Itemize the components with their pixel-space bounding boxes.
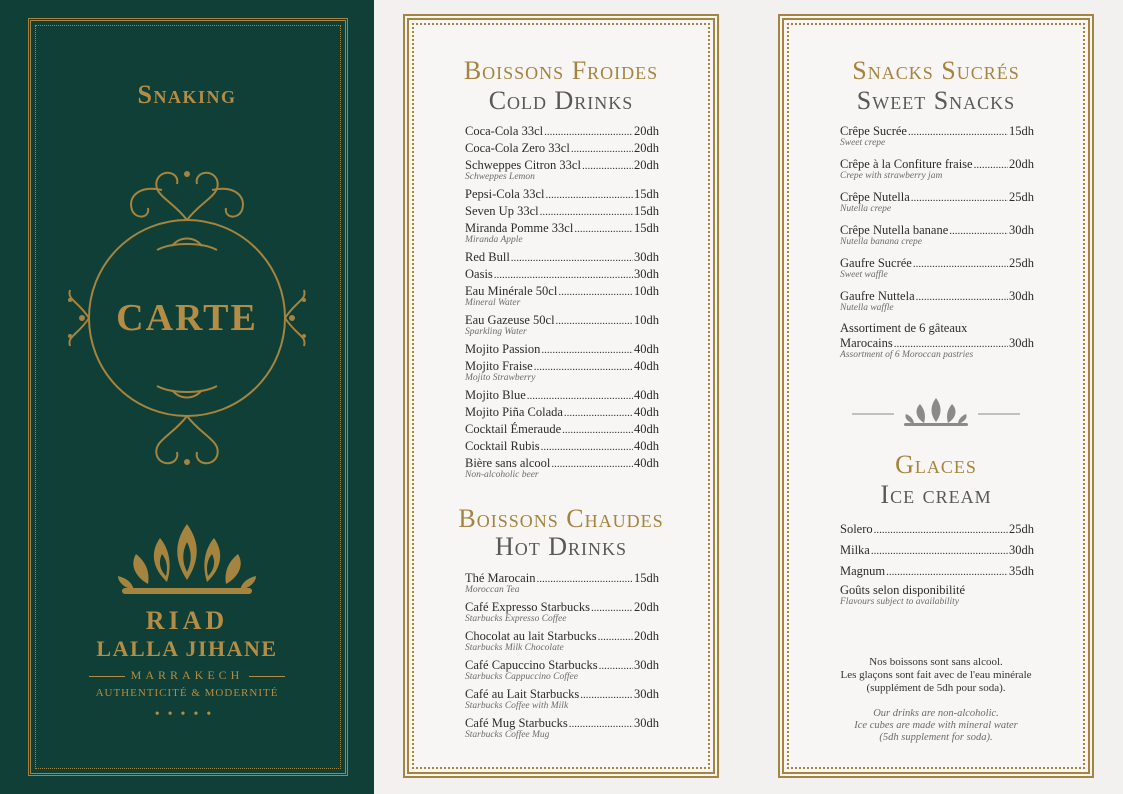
list-item: [465, 687, 659, 712]
cold-drinks-title-fr: Boissons Froides: [463, 56, 659, 85]
list-item: [465, 422, 659, 437]
item-price: 20dh: [634, 141, 659, 155]
item-price: 30dh: [1009, 289, 1034, 303]
list-item: [465, 267, 659, 282]
item-row: [465, 456, 659, 471]
item-translation: Starbucks Cappuccino Coffee: [465, 672, 578, 682]
item-row: [840, 190, 1034, 205]
item-price: 15dh: [1009, 124, 1034, 138]
dot-leader: [558, 284, 633, 299]
item-row: [465, 267, 659, 282]
note-line: Our drinks are non-alcoholic.: [873, 708, 999, 719]
item-row: [465, 359, 659, 374]
item-price: 20dh: [634, 629, 659, 643]
ice-cream-title-en: Ice cream: [880, 480, 992, 509]
item-price: 15dh: [634, 204, 659, 218]
note-line: (5dh supplement for soda).: [879, 732, 993, 743]
cover-title: Snaking: [137, 80, 237, 109]
dot-leader: [551, 456, 633, 471]
dot-leader: [564, 405, 633, 420]
dot-leader: [908, 124, 1008, 139]
item-price: 40dh: [634, 359, 659, 373]
item-price: 30dh: [634, 250, 659, 264]
item-name: Milka: [840, 543, 870, 557]
item-name: Mojito Blue: [465, 388, 526, 402]
item-row: [465, 716, 659, 731]
item-row: [840, 124, 1034, 139]
dot-leader: [871, 543, 1008, 558]
item-price: 30dh: [1009, 223, 1034, 237]
list-item: [465, 313, 659, 338]
snacks-panel: [778, 14, 1094, 778]
item-price: 40dh: [634, 439, 659, 453]
item-price: 20dh: [634, 600, 659, 614]
item-price: 40dh: [634, 388, 659, 402]
item-row: [465, 629, 659, 644]
item-row: [465, 388, 659, 403]
item-translation: Miranda Apple: [465, 235, 523, 245]
dot-leader: [569, 716, 633, 731]
item-price: 20dh: [1009, 157, 1034, 171]
item-translation: Sweet waffle: [840, 270, 888, 280]
item-price: 40dh: [634, 422, 659, 436]
list-item: [465, 600, 659, 625]
list-item: [465, 571, 659, 596]
item-name: Mojito Passion: [465, 342, 541, 356]
item-row: [840, 256, 1034, 271]
item-name: Coca-Cola 33cl: [465, 124, 544, 138]
crown-divider-icon: [848, 392, 1024, 432]
item-translation: Starbucks Milk Chocolate: [465, 643, 564, 653]
notes-en: [808, 708, 1064, 744]
dot-leader: [886, 564, 1008, 579]
item-price: 40dh: [634, 342, 659, 356]
list-item: [465, 405, 659, 420]
item-name: Crêpe Nutella: [840, 190, 910, 204]
item-name: Café Mug Starbucks: [465, 716, 568, 730]
item-price: 35dh: [1009, 564, 1034, 578]
item-row: [465, 187, 659, 202]
brand-riad: RIAD: [145, 606, 229, 635]
dot-leader: [527, 388, 633, 403]
availability-text-en: Flavours subject to availability: [840, 597, 959, 607]
item-name: Café au Lait Starbucks: [465, 687, 580, 701]
item-translation: Starbucks Coffee with Milk: [465, 701, 569, 711]
item-price: 10dh: [634, 284, 659, 298]
item-translation: Non-alcoholic beer: [465, 470, 539, 480]
item-name: Solero: [840, 522, 873, 536]
dot-leader: [544, 124, 633, 139]
item-row: [465, 405, 659, 420]
dot-leader: [916, 289, 1008, 304]
item-price: 15dh: [634, 571, 659, 585]
item-name: Eau Gazeuse 50cl: [465, 313, 555, 327]
item-translation: Starbucks Expresso Coffee: [465, 614, 567, 624]
list-item: [465, 342, 659, 357]
item-price: 10dh: [634, 313, 659, 327]
item-row: [465, 284, 659, 299]
dot-leader: [949, 223, 1008, 238]
item-name: Red Bull: [465, 250, 510, 264]
cold-drinks-list: [465, 124, 659, 485]
item-price: 25dh: [1009, 522, 1034, 536]
carte-title: CARTE: [116, 297, 258, 339]
dot-leader: [541, 439, 633, 454]
item-row: [465, 571, 659, 586]
item-row: [840, 336, 1034, 351]
item-translation: Crepe with strawberry jam: [840, 171, 943, 181]
dot-leader: [874, 522, 1008, 537]
dot-leader: [511, 250, 633, 265]
list-item: [840, 256, 1034, 281]
item-translation: Nutella crepe: [840, 204, 892, 214]
list-item: [465, 284, 659, 309]
item-row: [465, 439, 659, 454]
dot-leader: [582, 158, 633, 173]
availability-text: Goûts selon disponibilité: [840, 583, 965, 597]
item-name: Bière sans alcool: [465, 456, 551, 470]
dot-leader: [974, 157, 1008, 172]
list-item: [465, 658, 659, 683]
item-name: Café Capuccino Starbucks: [465, 658, 598, 672]
decorative-dots: •••••: [154, 707, 220, 722]
sweet-snacks-title-fr: Snacks Sucrés: [852, 56, 1020, 85]
sweet-snacks-title-en: Sweet Snacks: [856, 86, 1016, 115]
item-translation: Mineral Water: [465, 298, 521, 308]
note-line: (supplément de 5dh pour soda).: [866, 682, 1006, 694]
hot-drinks-title-fr: Boissons Chaudes: [458, 504, 664, 533]
item-price: 30dh: [634, 267, 659, 281]
item-row: [465, 600, 659, 615]
item-row: [465, 141, 659, 156]
list-item: [840, 543, 1034, 558]
list-item: [465, 439, 659, 454]
item-price: 25dh: [1009, 190, 1034, 204]
item-name: Magnum: [840, 564, 886, 578]
item-name: Thé Marocain: [465, 571, 536, 585]
item-price: 30dh: [634, 716, 659, 730]
item-row: [465, 158, 659, 173]
dot-leader: [556, 313, 633, 328]
item-price: 30dh: [634, 658, 659, 672]
item-name: Schweppes Citron 33cl: [465, 158, 581, 172]
item-row: [840, 223, 1034, 238]
item-row: [840, 157, 1034, 172]
item-name: Chocolat au lait Starbucks: [465, 629, 597, 643]
item-name: Marocains: [840, 336, 893, 350]
cold-drinks-title-en: Cold Drinks: [488, 86, 634, 115]
drinks-panel: [403, 14, 719, 778]
item-price: 30dh: [1009, 336, 1034, 350]
brand-city: MARRAKECH: [130, 668, 244, 682]
item-price: 15dh: [634, 187, 659, 201]
dot-leader: [546, 187, 633, 202]
item-translation: Nutella waffle: [840, 303, 894, 313]
list-item: [465, 716, 659, 741]
notes-fr: [808, 656, 1064, 695]
item-row: [465, 250, 659, 265]
availability-note: [840, 583, 1034, 608]
item-name: Crêpe à la Confiture fraise: [840, 157, 973, 171]
item-price: 30dh: [634, 687, 659, 701]
item-name: Crêpe Sucrée: [840, 124, 907, 138]
dot-leader: [536, 571, 633, 586]
item-name: Cocktail Rubis: [465, 439, 540, 453]
dot-leader: [574, 221, 633, 236]
list-item: [465, 221, 659, 246]
note-line: Ice cubes are made with mineral water: [854, 720, 1018, 731]
list-item: [840, 223, 1034, 248]
brand-tagline: AUTHENTICITÉ & MODERNITÉ: [95, 687, 279, 699]
item-row: [840, 522, 1034, 537]
brand-city-row: [0, 668, 374, 683]
list-item: [465, 388, 659, 403]
item-translation: Assortment of 6 Moroccan pastries: [840, 350, 974, 360]
item-row: [465, 221, 659, 236]
hot-drinks-title-en: Hot Drinks: [494, 532, 628, 561]
note-line: Les glaçons sont fait avec de l'eau minérale: [840, 669, 1032, 681]
brand-name: LALLA JIHANE: [96, 636, 278, 661]
note-line: Nos boissons sont sans alcool.: [869, 656, 1003, 668]
item-row: [840, 543, 1034, 558]
item-name: Gaufre Sucrée: [840, 256, 912, 270]
dot-leader: [894, 336, 1008, 351]
ice-cream-list: [840, 522, 1034, 585]
item-name: Café Expresso Starbucks: [465, 600, 590, 614]
item-price: 40dh: [634, 405, 659, 419]
item-translation: Schweppes Lemon: [465, 172, 535, 182]
item-row: [465, 124, 659, 139]
dot-leader: [580, 687, 633, 702]
list-item: [465, 158, 659, 183]
item-name: Gaufre Nuttela: [840, 289, 915, 303]
item-row: [465, 342, 659, 357]
item-row: [465, 422, 659, 437]
hot-drinks-list: [465, 571, 659, 745]
item-price: 20dh: [634, 158, 659, 172]
dot-leader: [562, 422, 633, 437]
item-price: 30dh: [1009, 543, 1034, 557]
list-item: [465, 141, 659, 156]
item-name: Mojito Fraise: [465, 359, 533, 373]
list-item: [465, 359, 659, 384]
item-translation: Starbucks Coffee Mug: [465, 730, 550, 740]
list-item: [465, 187, 659, 202]
item-row: [465, 313, 659, 328]
item-row: [465, 687, 659, 702]
dot-leader: [494, 267, 633, 282]
item-row: [840, 289, 1034, 304]
item-name: Eau Minérale 50cl: [465, 284, 558, 298]
crown-icon: [112, 520, 262, 600]
dot-leader: [540, 204, 633, 219]
item-name: Pepsi-Cola 33cl: [465, 187, 545, 201]
dot-leader: [591, 600, 633, 615]
item-name: Coca-Cola Zero 33cl: [465, 141, 570, 155]
list-item: [465, 456, 659, 481]
list-item: [840, 564, 1034, 579]
list-item: [840, 190, 1034, 215]
item-name: Cocktail Émeraude: [465, 422, 562, 436]
list-item: [840, 157, 1034, 182]
assortment-item: [840, 321, 1034, 361]
item-translation: Mojito Strawberry: [465, 373, 536, 383]
item-name: Miranda Pomme 33cl: [465, 221, 574, 235]
dot-leader: [911, 190, 1008, 205]
dot-leader: [534, 359, 633, 374]
sweet-snacks-list: [840, 124, 1034, 322]
dot-leader: [913, 256, 1008, 271]
item-translation: Sparkling Water: [465, 327, 527, 337]
list-item: [465, 629, 659, 654]
dot-leader: [571, 141, 633, 156]
list-item: [840, 321, 1034, 361]
item-name: Oasis: [465, 267, 493, 281]
list-item: [465, 250, 659, 265]
item-row: [465, 658, 659, 673]
ice-cream-title-fr: Glaces: [895, 450, 977, 479]
item-translation: Nutella banana crepe: [840, 237, 922, 247]
list-item: [465, 204, 659, 219]
list-item: [840, 289, 1034, 314]
list-item: [465, 124, 659, 139]
dot-leader: [541, 342, 633, 357]
item-price: 15dh: [634, 221, 659, 235]
dot-leader: [599, 658, 633, 673]
item-row: [840, 564, 1034, 579]
list-item: [840, 124, 1034, 149]
list-item: [840, 522, 1034, 537]
divider-line: [249, 676, 285, 677]
item-translation: Moroccan Tea: [465, 585, 520, 595]
item-price: 40dh: [634, 456, 659, 470]
item-name: Assortiment de 6 gâteaux: [840, 321, 968, 335]
item-name: Seven Up 33cl: [465, 204, 539, 218]
item-price: 20dh: [634, 124, 659, 138]
item-name: Crêpe Nutella banane: [840, 223, 949, 237]
item-name: Mojito Piña Colada: [465, 405, 563, 419]
item-translation: Sweet crepe: [840, 138, 886, 148]
item-row: [465, 204, 659, 219]
item-price: 25dh: [1009, 256, 1034, 270]
cover-panel: [0, 0, 374, 794]
divider-line: [89, 676, 125, 677]
dot-leader: [598, 629, 633, 644]
